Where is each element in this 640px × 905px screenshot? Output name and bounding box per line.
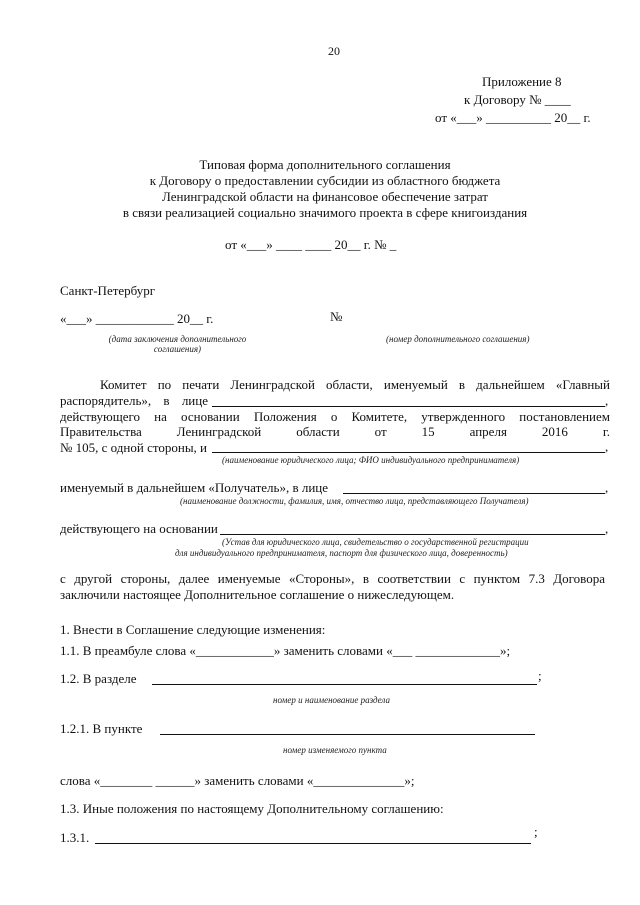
recipient-blank [343, 493, 605, 494]
city: Санкт-Петербург [60, 283, 156, 298]
comma: , [605, 521, 609, 536]
item-1-1: 1.1. В преамбуле слова «____________» заменить словами «___ _____________»; [60, 643, 511, 658]
party1-line-1: Комитет по печати Ленинградской области, именуемый в дальнейшем «Главный [100, 377, 610, 392]
title-line-4: в связи реализацией социально значимого проекта в сфере книгоиздания [122, 205, 528, 220]
item-1-2-1-label: 1.2.1. В пункте [60, 721, 143, 736]
appendix-contract: к Договору № ____ [464, 92, 571, 107]
clause-blank [160, 734, 535, 735]
caption-basis-1: (Устав для юридического лица, свидетельство о государственной регистрации [222, 537, 529, 547]
basis-label: действующего на основании [60, 521, 218, 536]
caption-agreement-number: (номер дополнительного соглашения) [386, 334, 530, 344]
comma: , [605, 439, 609, 454]
caption-clause: номер изменяемого пункта [283, 745, 387, 755]
party1-line-2: распорядитель», в лице [60, 393, 208, 408]
representative-blank [212, 406, 605, 407]
item-1-3-1-label: 1.3.1. [60, 830, 90, 845]
item-1-2-label: 1.2. В разделе [60, 671, 137, 686]
party1-line-3: действующего на основании Положения о Комитете, утвержденного постановлением [60, 409, 610, 424]
basis-blank [220, 534, 605, 535]
appendix-date: от «___» __________ 20__ г. [435, 110, 591, 125]
comma: , [605, 393, 609, 408]
caption-agreement-date: (дата заключения дополнительного соглашения) [108, 334, 247, 354]
section-blank [152, 684, 537, 685]
party2-line-2: заключили настоящее Дополнительное соглашение о нижеследующем. [60, 587, 455, 602]
words-replace-line: слова «________ ______» заменить словами «______________»; [60, 773, 415, 788]
party1-line-5: № 105, с одной стороны, и [60, 440, 208, 455]
number-sign: № [330, 309, 343, 324]
entity-blank [212, 452, 605, 453]
recipient-label: именуемый в дальнейшем «Получатель», в лице [60, 480, 329, 495]
party2-line-1: с другой стороны, далее именуемые «Стороны», в соответствии с пунктом 7.3 Договора [60, 571, 605, 586]
title-date-line: от «___» ____ ____ 20__ г. № _ [225, 237, 397, 252]
title-line-2: к Договору о предоставлении субсидии из областного бюджета [149, 173, 501, 188]
agreement-date-field: «___» ____________ 20__ г. [60, 311, 214, 326]
other-provisions-blank [95, 843, 531, 844]
caption-entity: (наименование юридического лица; ФИО индивидуального предпринимателя) [222, 455, 520, 465]
page-number: 20 [328, 44, 340, 58]
caption-basis-2: для индивидуального предпринимателя, паспорт для физического лица, доверенность) [175, 548, 508, 558]
caption-recipient: (наименование должности, фамилия, имя, отчество лица, представляющего Получателя) [180, 496, 529, 506]
item-1-3-1-semicolon: ; [534, 824, 538, 839]
item-1-2-semicolon: ; [538, 668, 542, 683]
item-1-3: 1.3. Иные положения по настоящему Дополнительному соглашению: [60, 801, 444, 816]
comma: , [605, 480, 609, 495]
party1-line-4: Правительства Ленинградской области от 15 апреля 2016 г. [60, 424, 610, 439]
item-1: 1. Внести в Соглашение следующие изменения: [60, 622, 326, 637]
title-line-1: Типовая форма дополнительного соглашения [199, 157, 451, 172]
appendix-label: Приложение 8 [482, 74, 562, 89]
caption-section: номер и наименование раздела [273, 695, 390, 705]
title-line-3: Ленинградской области на финансовое обеспечение затрат [162, 189, 488, 204]
